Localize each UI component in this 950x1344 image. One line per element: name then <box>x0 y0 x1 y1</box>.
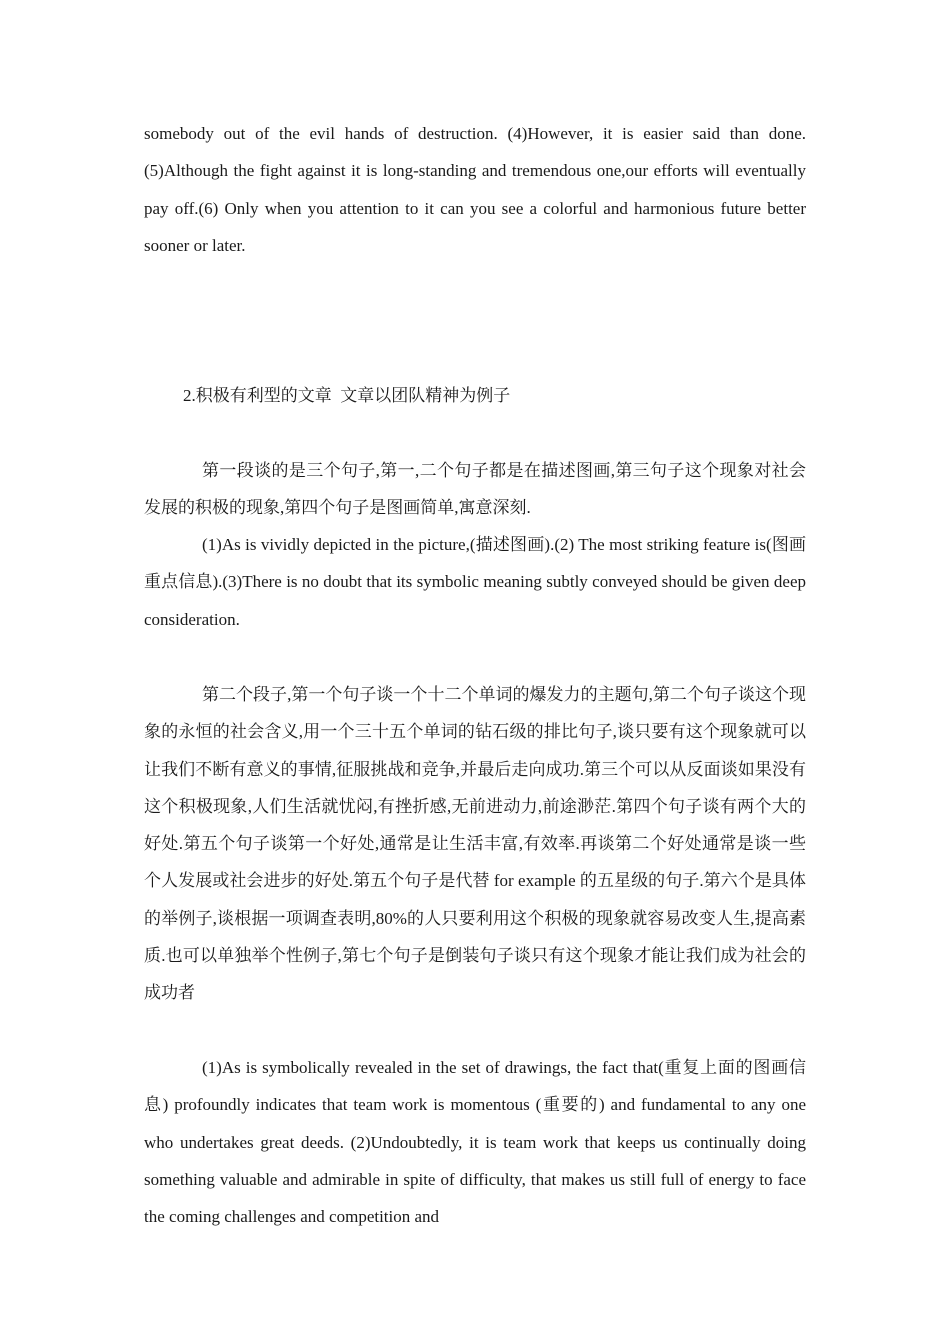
paragraph-2-note: 第二个段子,第一个句子谈一个十二个单词的爆发力的主题句,第二个句子谈这个现象的永恒的社会含义,用一个三十五个单词的钻石级的排比句子,谈只要有这个现象就可以让我们不断有意义的事情,征服挑战和竞争,并最后走向成功.第三个可以从反面谈如果没有这个积极现象,人们生活就忧闷,有挫折感,无前进动力,前途渺茫.第四个句子谈有两个大的好处.第五个句子谈第一个好处,通常是让生活丰富,有效率.再谈第二个好处通常是谈一些个人发展或社会进步的好处.第五个句子是代替 for example 的五星级的句子.第六个是具体的举例子,谈根据一项调查表明,80%的人只要利用这个积极的现象就容易改变人生,提高素质.也可以单独举个性例子,第七个句子是倒装句子谈只有这个现象才能让我们成为社会的成功者 <box>144 685 806 1003</box>
section-heading: 2.积极有利型的文章 文章以团队精神为例子 <box>183 386 511 405</box>
continuation-paragraph: somebody out of the evil hands of destruction. (4)However, it is easier said than done. (5)Although the fight against it is long-standing and tremendous one,our efforts will eventually pay off.(6) Only when you attention to it can you see a colorful and harmonious future better sooner or later. <box>144 124 806 255</box>
paragraph-1-note: 第一段谈的是三个句子,第一,二个句子都是在描述图画,第三句子这个现象对社会发展的积极的现象,第四个句子是图画简单,寓意深刻. <box>144 461 806 518</box>
paragraph-2-template: (1)As is symbolically revealed in the set of drawings, the fact that(重复上面的图画信息) profoundly indicates that team work is momentous (重要的) and fundamental to any one who undertakes great deeds. (2)Undoubtedly, it is team work that keeps us continually doing something valuable and admirable in spite of difficulty, that makes us still full of energy to face the coming challenges and competition and <box>144 1058 806 1227</box>
paragraph-1-template: (1)As is vividly depicted in the picture,(描述图画).(2) The most striking feature is(图画重点信息).(3)There is no doubt that its symbolic meaning subtly conveyed should be given deep consideration. <box>144 535 806 629</box>
